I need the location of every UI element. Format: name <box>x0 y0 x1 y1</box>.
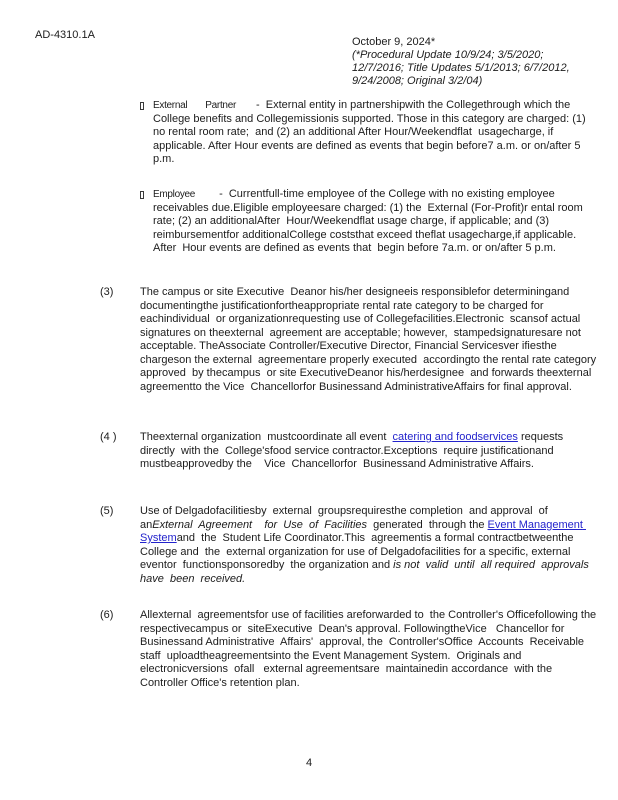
bullet-marker-icon <box>140 102 153 110</box>
item-text-4 <box>140 431 600 472</box>
body-text: requests directly with the College'sfood service contractor.Exceptions require justificationand mustbeapprovedby the Vice Chancellorfor Businessand Administrative Affairs. <box>140 431 567 470</box>
body-text: The campus or site Executive Deanor his/her designeeis responsiblefor determiningand documentingthe justificationfortheappropriate rental rate category to be charged for eachindividual or organizationrequesting use of Collegefacilities.Electronic scansof actual signatures on theexternal agreement are acceptable; however, stampedsignaturesare not acceptable. TheAssociate Controller/Executive Director, Financial Servicesver ifiesthe chargeson the external agreementare properly executed accordingto the rental rate category approved by thecampus or site ExecutiveDeanor his/herdesignee and forwards theexternal agreementto the Vice Chancellorfor Businessand AdministrativeAffairs for final approval. <box>140 286 600 393</box>
italic-text: is not valid until all required approvals have been received. <box>140 559 602 585</box>
page-number: 4 <box>305 757 313 769</box>
body-text: generated through the <box>367 518 488 531</box>
body-text: Allexternal agreementsfor use of facilities areforwarded to the Controller's Officefollowing the respectivecampus or siteExecutive Dean's approval. FollowingtheVice Chancellor for Businessand Administrative Affairs' approval, the Controller'sOffice Accounts Receivable staff uploadtheagreementsinto the Event Management System. Originals and electronicversions ofall external agreementsare maintainedin accordance with the Controller Office's retention plan. <box>140 609 603 689</box>
body-text: Theexternal organization mustcoordinate all event <box>140 431 393 443</box>
body-text: - Currentfull-time employee of the College with no existing employee receivables due.Eligible employeesare charged: (1) the External (For-Profit)r ental room rate; (2) an additionalAfter Hour/Weekendflat usage charge, if applicable; and (3) reimbursementfor additionalCollege coststhat exceed theflat usagecharge,if applicable. After Hour events are defined as events that begin before 7a.m. or on/after 5 p.m. <box>153 188 586 254</box>
hyperlink-event-management-system[interactable]: Event Management System <box>140 518 586 544</box>
item-text-5 <box>140 505 600 586</box>
bullet-marker-icon <box>140 191 153 199</box>
revision-line-2: 12/7/2016; Title Updates 5/1/2013; 6/7/2012, <box>352 62 570 74</box>
numbered-item-4 <box>100 431 600 472</box>
revision-line-1: (*Procedural Update 10/9/24; 3/5/2020; <box>352 49 544 61</box>
bullet-term-label: Partner <box>205 100 236 111</box>
numbered-item-6 <box>100 609 603 690</box>
body-text: Use of Delgadofacilitiesby external groupsrequiresthe completion and approval of an <box>140 505 551 531</box>
revision-block <box>352 36 602 88</box>
bullet-term-label: Employee <box>153 189 196 200</box>
item-number-5: (5) <box>100 505 114 517</box>
italic-text: External Agreement for Use of Facilities <box>152 518 368 531</box>
bullet-text-external-partner <box>153 99 588 167</box>
bullet-item-external-partner <box>140 99 588 167</box>
item-number-3: (3) <box>100 286 114 298</box>
body-text: and the Student Life Coordinator.This agreementis a formal contractbetweenthe College and the external organization for use of Delgadofacilities for a specific, external eventor functionsponsoredby the organization and <box>140 532 580 571</box>
document-id: AD-4310.1A <box>35 29 95 41</box>
date-line: October 9, 2024* <box>352 36 436 48</box>
bullet-term-label: External <box>153 100 188 111</box>
item-text-3 <box>140 286 600 394</box>
body-text: - External entity in partnershipwith the Collegethrough which the College benefits and Collegemissionis supported. Those in this category are charged: (1) no rental room rate; and (2) an additional After Hour/Weekendflat usagecharge, if applicable. After Hour events are defined as events that begin before7 a.m. or on/after 5 p.m. <box>153 99 589 165</box>
numbered-item-5 <box>100 505 600 586</box>
item-number-4: (4 ) <box>100 431 117 443</box>
hyperlink-catering-and-food-services[interactable]: catering and foodservices <box>392 431 518 443</box>
bullet-text-employee <box>153 188 588 256</box>
item-text-6 <box>140 609 603 690</box>
revision-line-3: 9/24/2008; Original 3/2/04) <box>352 75 483 87</box>
item-number-6: (6) <box>100 609 114 621</box>
bullet-item-employee <box>140 188 588 256</box>
numbered-item-3 <box>100 286 600 394</box>
